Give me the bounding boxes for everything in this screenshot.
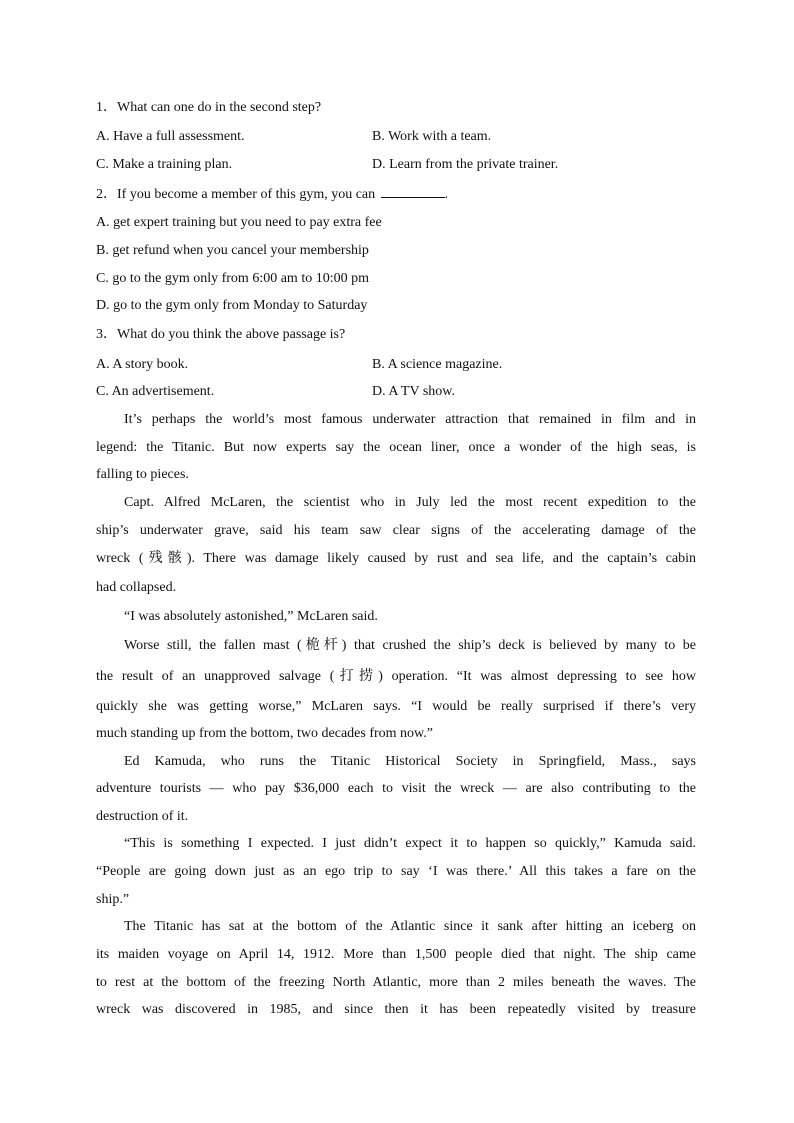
passage-line: “People are going down just as an ego trip to say ‘I was there.’ All this takes a fare on the [96, 864, 696, 879]
question-2-stem-text: 2．If you become a member of this gym, you can [96, 187, 376, 202]
question-3-option-d: D. A TV show. [372, 384, 455, 399]
question-1-options-row-2 [96, 156, 559, 174]
passage-line: The Titanic has sat at the bottom of the Atlantic since it sank after hitting an iceberg on [124, 919, 696, 934]
passage-line: falling to pieces. [96, 467, 189, 482]
passage-line: Ed Kamuda, who runs the Titanic Historical Society in Springfield, Mass., says [124, 754, 696, 769]
question-3-option-a: A. A story book. [96, 357, 189, 372]
question-1-option-a: A. Have a full assessment. [96, 129, 245, 144]
question-3-options-row-2 [96, 383, 455, 401]
question-3-options-row-1 [96, 356, 503, 374]
question-3-option-c: C. An advertisement. [96, 384, 215, 399]
passage-line: Worse still, the fallen mast (桅杆) that crushed the ship’s deck is believed by many to be [124, 638, 696, 653]
question-1-option-b: B. Work with a team. [372, 129, 492, 144]
passage-line: quickly she was getting worse,” McLaren says. “I would be really surprised if there’s very [96, 699, 696, 714]
passage-line: ship’s underwater grave, said his team saw clear signs of the accelerating damage of the [96, 523, 696, 538]
question-1-option-d: D. Learn from the private trainer. [372, 157, 559, 172]
question-2-option-a: A. get expert training but you need to pay extra fee [96, 215, 382, 230]
question-1-options-row-1 [96, 128, 492, 146]
passage-line: its maiden voyage on April 14, 1912. More than 1,500 people died that night. The ship came [96, 947, 696, 962]
passage-line: adventure tourists — who pay $36,000 each to visit the wreck — are also contributing to the [96, 781, 696, 796]
passage-line: the result of an unapproved salvage (打捞) operation. “It was almost depressing to see how [96, 669, 696, 684]
question-2-option-b: B. get refund when you cancel your membership [96, 243, 369, 258]
question-3-option-b: B. A science magazine. [372, 357, 503, 372]
answer-blank [381, 184, 445, 198]
question-1-stem: 1．What can one do in the second step? [96, 100, 322, 115]
passage-line: to rest at the bottom of the freezing North Atlantic, more than 2 miles beneath the waves. The [96, 975, 696, 990]
question-2-stem [96, 184, 448, 202]
passage-line: “I was absolutely astonished,” McLaren said. [124, 609, 378, 624]
passage-line: destruction of it. [96, 809, 189, 824]
question-2-option-d: D. go to the gym only from Monday to Saturday [96, 298, 368, 313]
passage-line: much standing up from the bottom, two decades from now.” [96, 726, 433, 741]
question-2-stem-end: . [444, 187, 449, 202]
passage-line: ship.” [96, 892, 130, 907]
passage-line: wreck (残骸). There was damage likely caused by rust and sea life, and the captain’s cabin [96, 551, 696, 566]
passage-line: wreck was discovered in 1985, and since then it has been repeatedly visited by treasure [96, 1002, 696, 1017]
question-2-option-c: C. go to the gym only from 6:00 am to 10:00 pm [96, 271, 369, 286]
question-1-option-c: C. Make a training plan. [96, 157, 233, 172]
question-3-stem: 3．What do you think the above passage is? [96, 327, 346, 342]
passage-line: It’s perhaps the world’s most famous underwater attraction that remained in film and in [124, 412, 696, 427]
passage-line: Capt. Alfred McLaren, the scientist who in July led the most recent expedition to the [124, 495, 696, 510]
passage-line: “This is something I expected. I just didn’t expect it to happen so quickly,” Kamuda said. [124, 836, 696, 851]
passage-line: legend: the Titanic. But now experts say the ocean liner, once a wonder of the high seas, is [96, 440, 696, 455]
passage-line: had collapsed. [96, 580, 177, 595]
